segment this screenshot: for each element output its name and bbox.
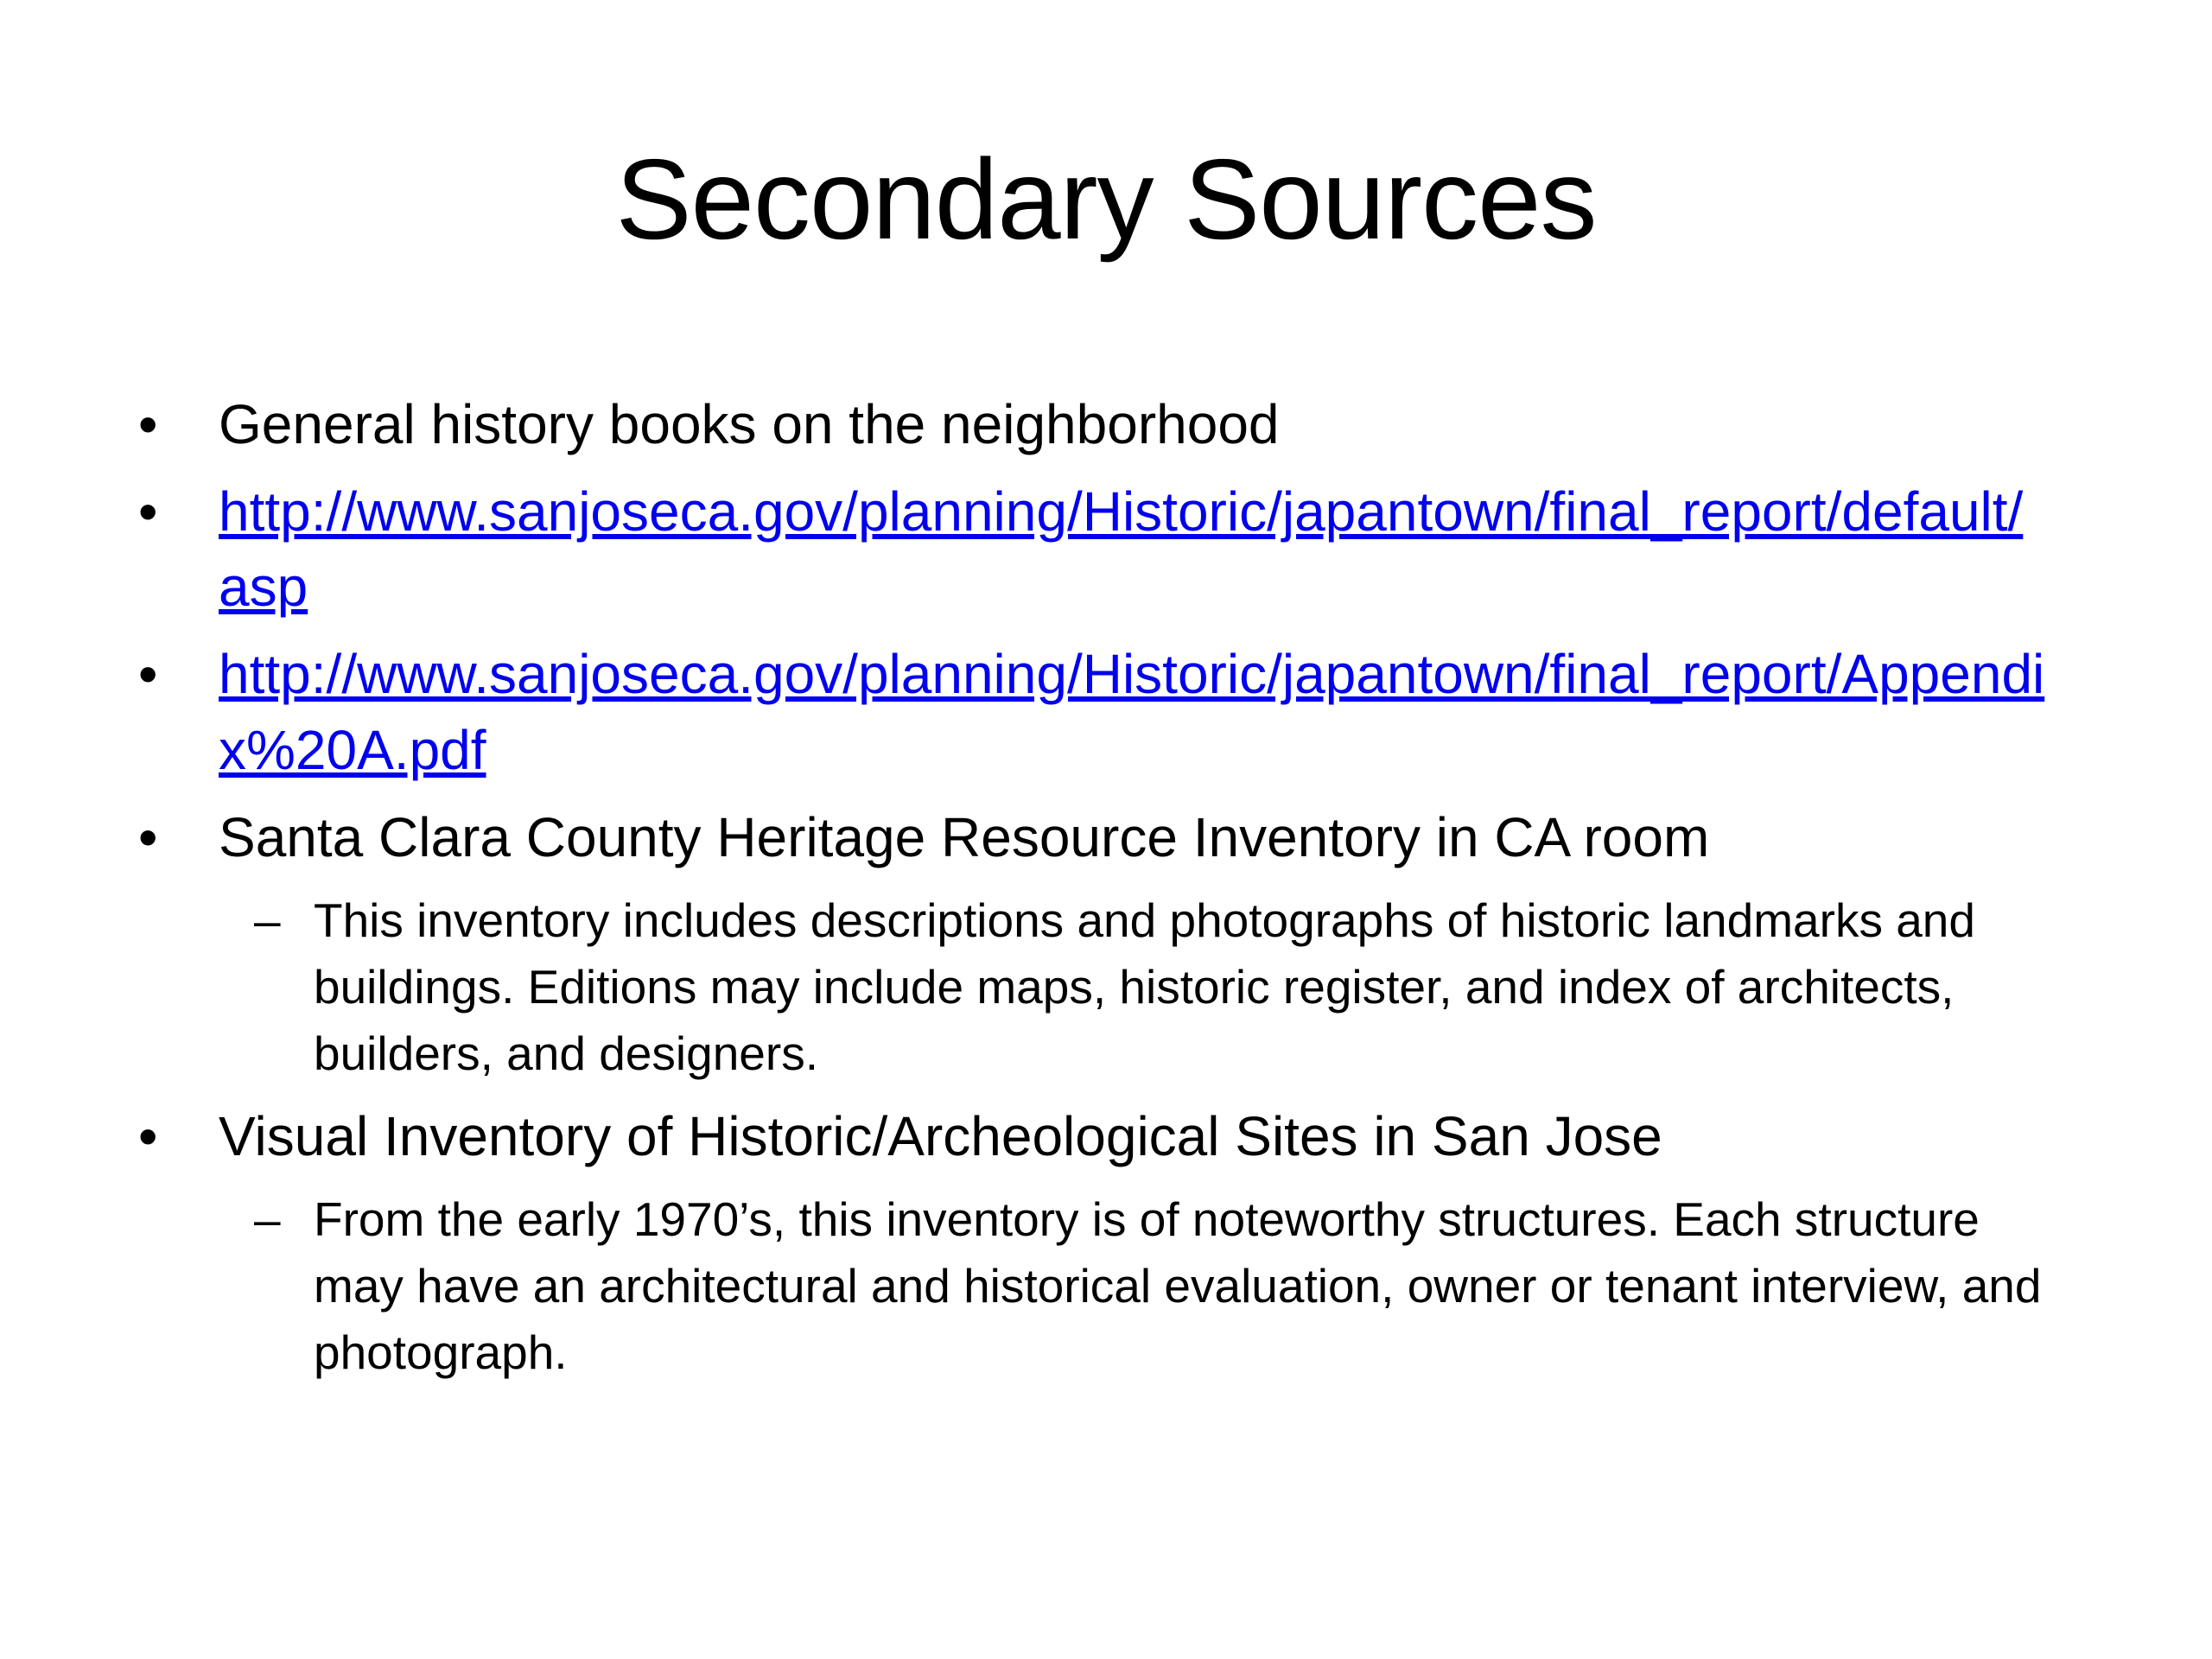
- sub-bullet-marker: –: [254, 893, 281, 947]
- bullet-item: [138, 637, 2048, 787]
- bullet-item: [138, 387, 2048, 462]
- link-final-report-appendix[interactable]: http://www.sanjoseca.gov/planning/Historic/japantown/final_report/Appendix%20A.pdf: [219, 643, 2045, 781]
- sub-bullet-text: This inventory includes descriptions and photographs of historic landmarks and buildings. Editions may include maps, historic register, and index of architects, builders, and designers.: [314, 893, 1975, 1080]
- bullet-marker: •: [138, 805, 158, 868]
- bullet-marker: •: [138, 643, 158, 706]
- bullet-text: Visual Inventory of Historic/Archeological Sites in San Jose: [219, 1104, 1662, 1167]
- bullet-marker: •: [138, 480, 158, 543]
- bullet-text: General history books on the neighborhood: [219, 393, 1280, 456]
- bullet-text: Santa Clara County Heritage Resource Inventory in CA room: [219, 805, 1710, 868]
- bullet-item: [138, 800, 2048, 875]
- sub-bullet-item: [254, 1186, 2048, 1386]
- bullet-item: [138, 474, 2048, 625]
- link-final-report-default[interactable]: http://www.sanjoseca.gov/planning/Historic/japantown/final_report/default/asp: [219, 480, 2024, 619]
- sub-bullet-item: [254, 887, 2048, 1087]
- sub-bullet-text: From the early 1970’s, this inventory is of noteworthy structures. Each structure may have an architectural and historical evaluation, owner or tenant interview, and photograph.: [314, 1192, 2042, 1379]
- bullet-marker: •: [138, 393, 158, 456]
- page-title: Secondary Sources: [615, 136, 1597, 263]
- sub-bullet-marker: –: [254, 1192, 281, 1246]
- bullet-item: [138, 1099, 2048, 1174]
- bullet-marker: •: [138, 1104, 158, 1167]
- bullet-list: [138, 387, 2048, 1385]
